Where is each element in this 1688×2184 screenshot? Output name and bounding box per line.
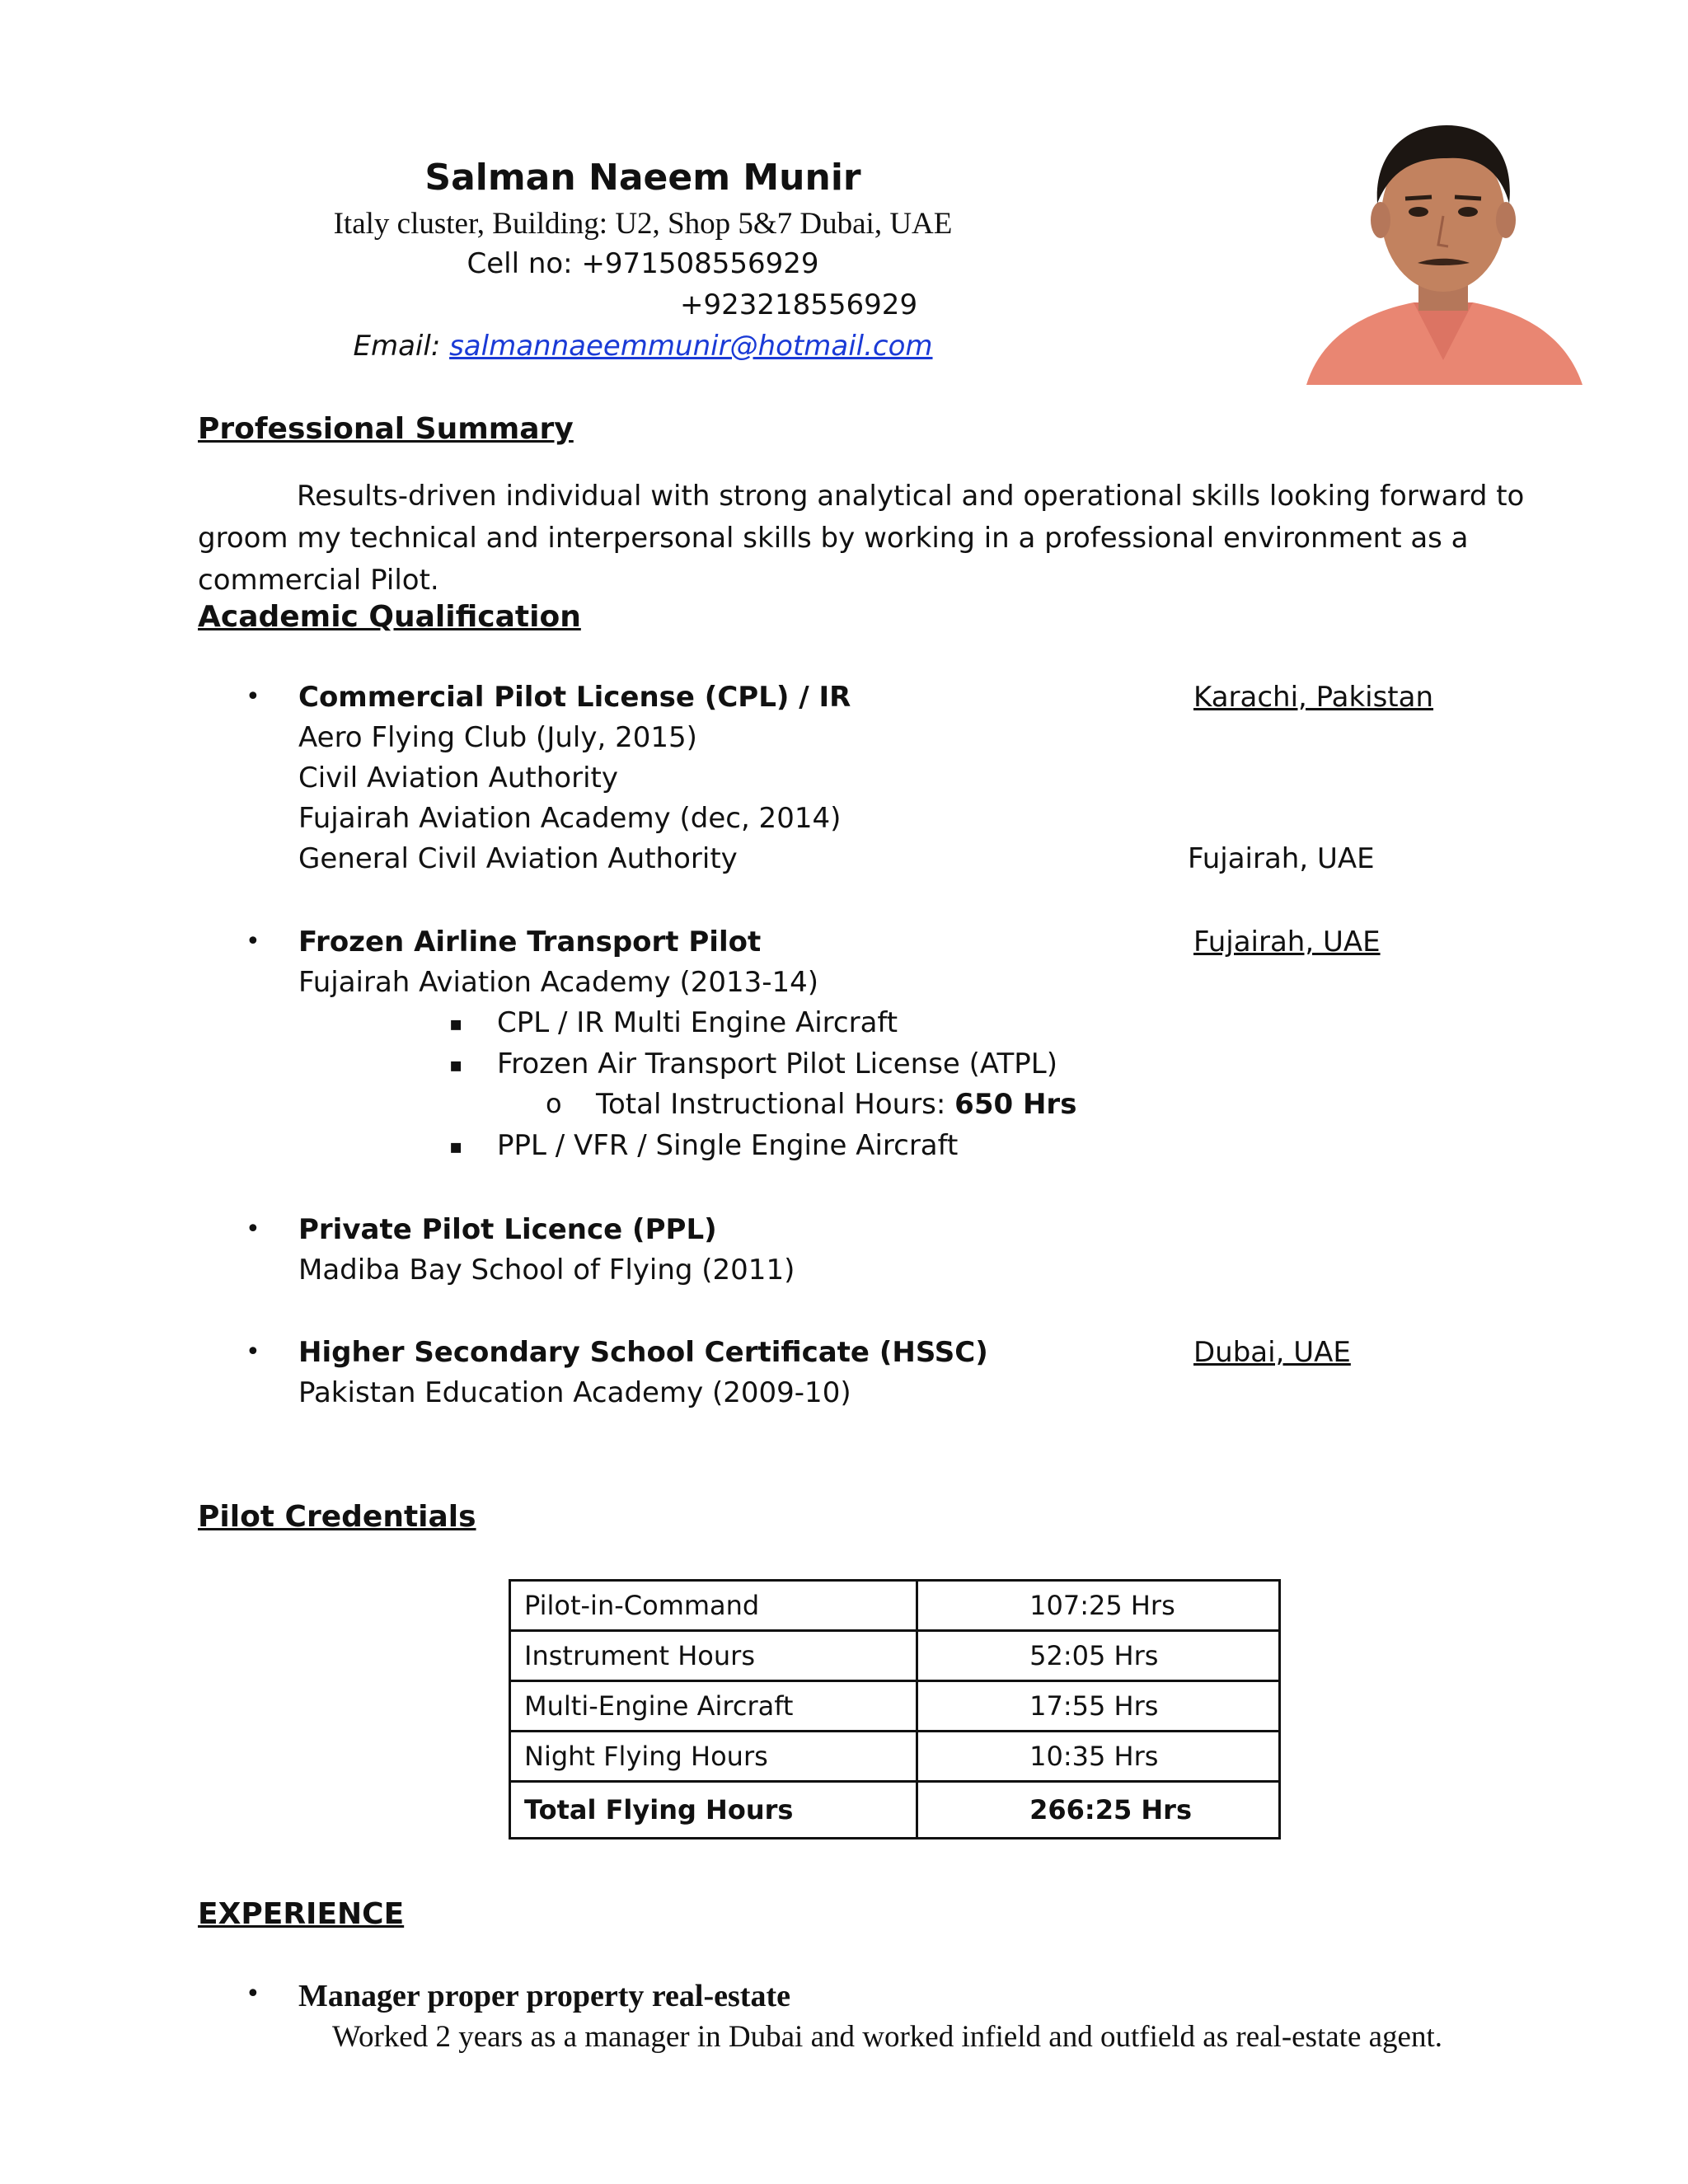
atpl-line: Fujairah Aviation Academy (2013-14) bbox=[298, 966, 819, 999]
atpl-sub-2: Frozen Air Transport Pilot License (ATPL) bbox=[497, 1047, 1058, 1080]
experience-heading: EXPERIENCE bbox=[198, 1897, 405, 1931]
square-bullet-icon: ▪ bbox=[449, 1012, 463, 1035]
cpl-line-4: General Civil Aviation Authority bbox=[298, 842, 738, 875]
bullet-icon: • bbox=[246, 682, 260, 711]
credential-label: Instrument Hours bbox=[510, 1631, 917, 1681]
credential-value: 107:25 Hrs bbox=[917, 1581, 1280, 1631]
hssc-line: Pakistan Education Academy (2009-10) bbox=[298, 1376, 851, 1409]
credential-value: 10:35 Hrs bbox=[917, 1732, 1280, 1782]
hssc-title: Higher Secondary School Certificate (HSSC) bbox=[298, 1336, 988, 1369]
ppl-title: Private Pilot Licence (PPL) bbox=[298, 1213, 717, 1246]
bullet-icon: • bbox=[246, 1980, 260, 2008]
bullet-icon: • bbox=[246, 927, 260, 956]
experience-description: Worked 2 years as a manager in Dubai and worked infield and outfield as real-estate agent. bbox=[332, 2020, 1442, 2054]
square-bullet-icon: ▪ bbox=[449, 1135, 463, 1158]
cpl-line-1: Aero Flying Club (July, 2015) bbox=[298, 721, 697, 754]
academic-qualification-heading: Academic Qualification bbox=[198, 600, 581, 634]
instructional-hours-label: Total Instructional Hours: bbox=[596, 1088, 955, 1121]
credential-label: Total Flying Hours bbox=[510, 1782, 917, 1839]
cpl-line-3: Fujairah Aviation Academy (dec, 2014) bbox=[298, 802, 842, 835]
atpl-instructional-hours bbox=[596, 1088, 1076, 1121]
professional-summary-text: Results-driven individual with strong analytical and operational skills looking forward to groom my technical and interpersonal skills by working in a professional environment as a commercial Pilot. bbox=[198, 480, 1525, 597]
square-bullet-icon: ▪ bbox=[449, 1053, 463, 1076]
candidate-name: Salman Naeem Munir bbox=[424, 157, 861, 199]
hssc-location: Dubai, UAE bbox=[1193, 1336, 1351, 1369]
cpl-location-2: Fujairah, UAE bbox=[1188, 842, 1375, 875]
credential-value: 17:55 Hrs bbox=[917, 1681, 1280, 1732]
instructional-hours-value: 650 Hrs bbox=[954, 1088, 1077, 1121]
atpl-location: Fujairah, UAE bbox=[1193, 926, 1381, 958]
email-link[interactable]: salmannaeemmunir@hotmail.com bbox=[449, 330, 933, 363]
bullet-icon: • bbox=[246, 1215, 260, 1244]
table-row bbox=[510, 1681, 1280, 1732]
credential-value: 266:25 Hrs bbox=[917, 1782, 1280, 1839]
table-row-total bbox=[510, 1782, 1280, 1839]
credential-label: Pilot-in-Command bbox=[510, 1581, 917, 1631]
credential-label: Multi-Engine Aircraft bbox=[510, 1681, 917, 1732]
table-row bbox=[510, 1631, 1280, 1681]
pilot-credentials-table bbox=[509, 1579, 1281, 1840]
bullet-icon: • bbox=[246, 1338, 260, 1366]
cell-number-1: Cell no: +971508556929 bbox=[467, 247, 819, 280]
cell-number-2: +923218556929 bbox=[680, 288, 918, 321]
credential-label: Night Flying Hours bbox=[510, 1732, 917, 1782]
atpl-sub-1: CPL / IR Multi Engine Aircraft bbox=[497, 1006, 898, 1039]
table-row bbox=[510, 1581, 1280, 1631]
table-row bbox=[510, 1732, 1280, 1782]
cpl-location: Karachi, Pakistan bbox=[1193, 681, 1434, 714]
professional-summary-heading: Professional Summary bbox=[198, 412, 574, 446]
cpl-line-2: Civil Aviation Authority bbox=[298, 762, 618, 794]
email-label: Email: bbox=[353, 330, 450, 363]
cpl-title: Commercial Pilot License (CPL) / IR bbox=[298, 681, 851, 714]
pilot-credentials-heading: Pilot Credentials bbox=[198, 1500, 476, 1534]
circle-bullet-icon: o bbox=[546, 1088, 562, 1119]
ppl-line: Madiba Bay School of Flying (2011) bbox=[298, 1254, 795, 1286]
atpl-sub-3: PPL / VFR / Single Engine Aircraft bbox=[497, 1129, 959, 1162]
address: Italy cluster, Building: U2, Shop 5&7 Dubai, UAE bbox=[333, 207, 953, 241]
atpl-title: Frozen Airline Transport Pilot bbox=[298, 926, 762, 958]
email-line bbox=[0, 330, 1286, 363]
profile-photo bbox=[1298, 113, 1588, 385]
credential-value: 52:05 Hrs bbox=[917, 1631, 1280, 1681]
experience-title: Manager proper property real-estate bbox=[298, 1979, 790, 2013]
